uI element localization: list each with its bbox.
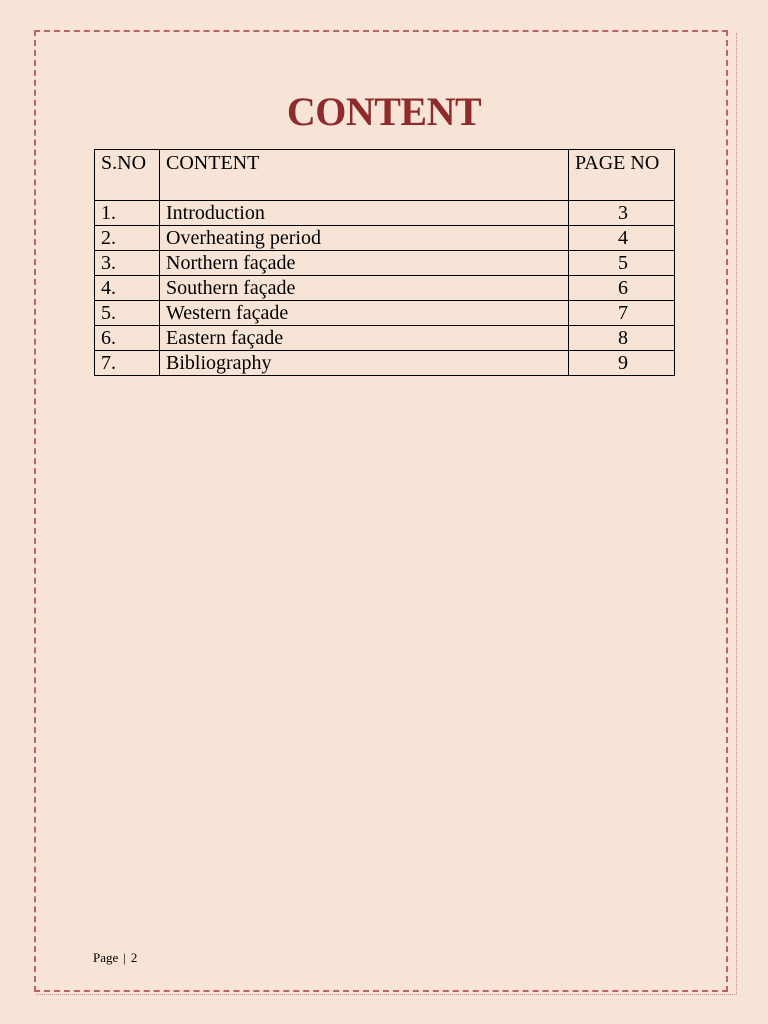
- row-sno: 4.: [95, 276, 160, 301]
- row-content: Introduction: [160, 201, 569, 226]
- row-page: 7: [569, 301, 675, 326]
- row-page: 4: [569, 226, 675, 251]
- row-content: Northern façade: [160, 251, 569, 276]
- page-title: CONTENT: [286, 89, 482, 134]
- row-sno: 3.: [95, 251, 160, 276]
- page-footer: [93, 950, 137, 966]
- row-page: 8: [569, 326, 675, 351]
- row-content: Eastern façade: [160, 326, 569, 351]
- row-content: Southern façade: [160, 276, 569, 301]
- row-page: 9: [569, 351, 675, 376]
- row-sno: 7.: [95, 351, 160, 376]
- footer-page-number: 2: [130, 950, 138, 965]
- contents-table: [94, 149, 675, 376]
- table-row: [95, 301, 675, 326]
- header-content: CONTENT: [160, 150, 569, 201]
- table-row: [95, 276, 675, 301]
- table-row: [95, 251, 675, 276]
- footer-page-label: Page: [93, 950, 119, 965]
- header-sno: S.NO: [95, 150, 160, 201]
- row-page: 5: [569, 251, 675, 276]
- row-sno: 1.: [95, 201, 160, 226]
- row-sno: 2.: [95, 226, 160, 251]
- table-row: [95, 351, 675, 376]
- row-page: 6: [569, 276, 675, 301]
- row-sno: 5.: [95, 301, 160, 326]
- row-content: Bibliography: [160, 351, 569, 376]
- row-sno: 6.: [95, 326, 160, 351]
- footer-separator: |: [123, 950, 126, 965]
- row-page: 3: [569, 201, 675, 226]
- table-row: [95, 326, 675, 351]
- row-content: Overheating period: [160, 226, 569, 251]
- table-header-row: [95, 150, 675, 201]
- row-content: Western façade: [160, 301, 569, 326]
- table-row: [95, 201, 675, 226]
- table-row: [95, 226, 675, 251]
- header-page-no: PAGE NO: [569, 150, 675, 201]
